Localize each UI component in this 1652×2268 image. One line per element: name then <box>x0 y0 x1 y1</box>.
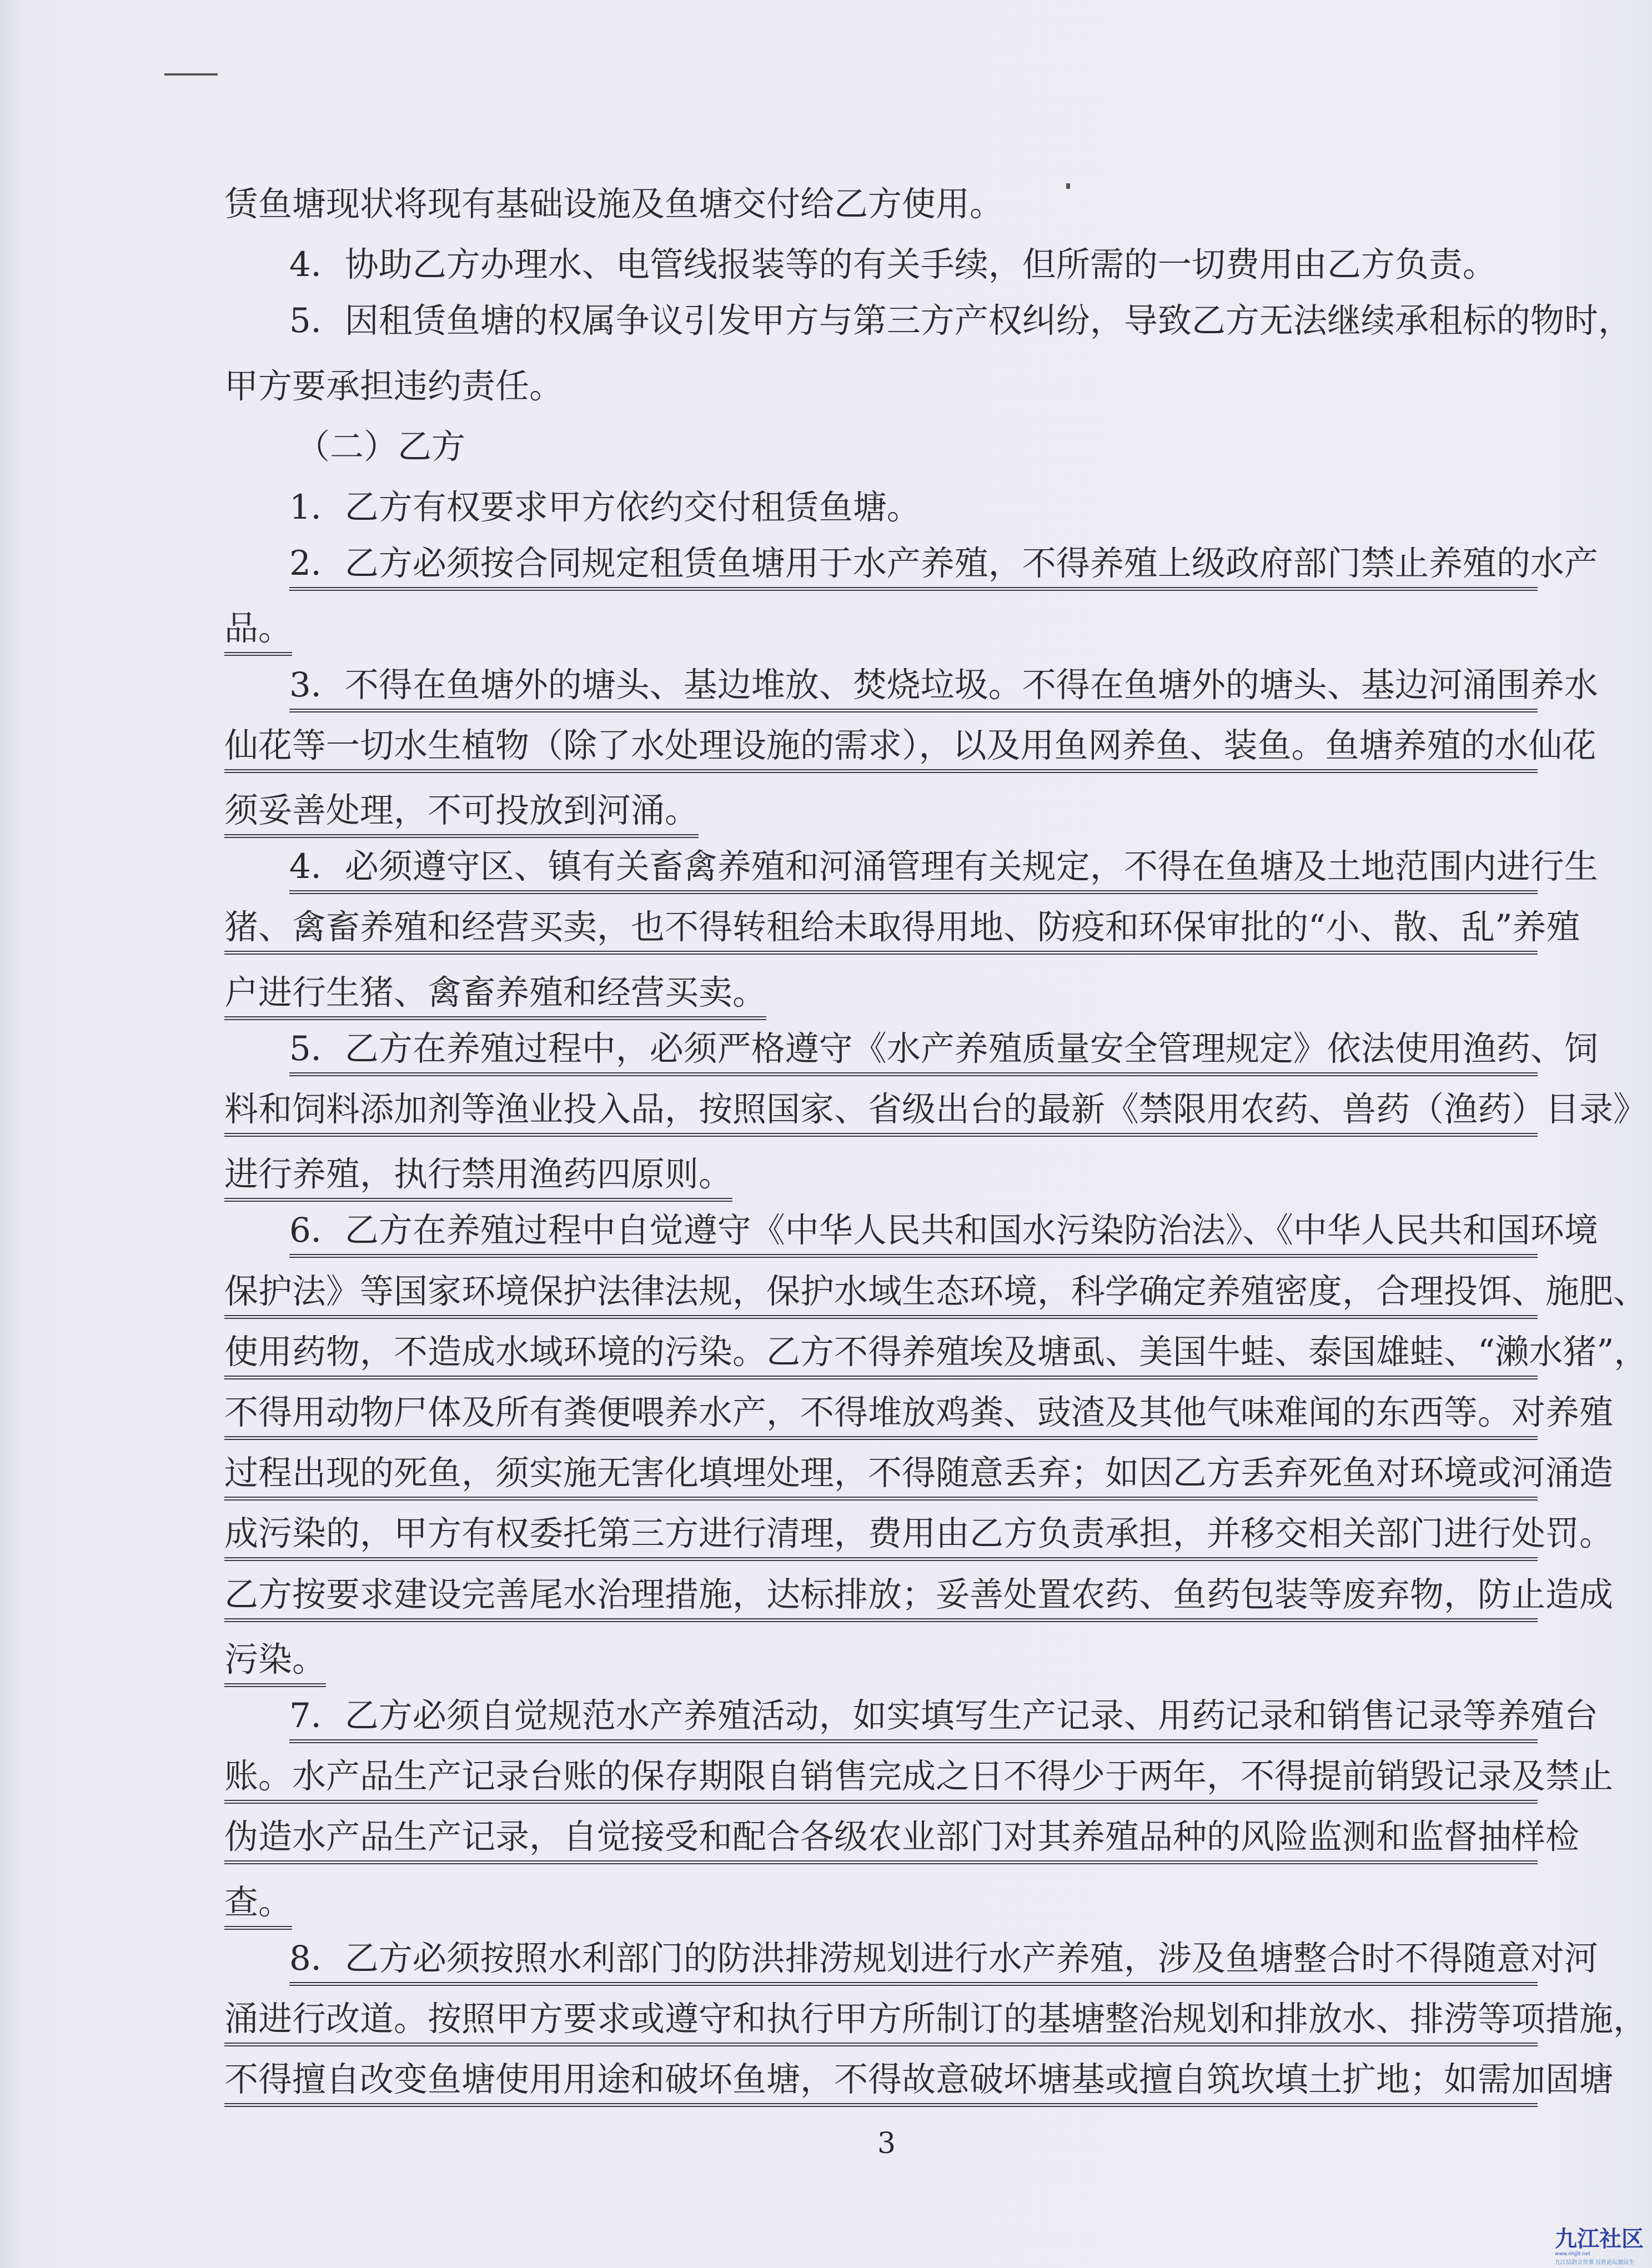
line-text: 猪、禽畜养殖和经营买卖，也不得转租给未取得用地、防疫和环保审批的“小、散、乱”养殖 <box>224 904 1538 955</box>
paragraph-line <box>224 783 699 839</box>
line-text: 过程出现的死鱼，须实施无害化填埋处理，不得随意丢弃；如因乙方丢弃死鱼对环境或河涌造 <box>224 1450 1538 1501</box>
line-text: 料和饲料添加剂等渔业投入品，按照国家、省级出台的最新《禁限用农药、兽药（渔药）目录》 <box>224 1086 1538 1137</box>
paragraph-line <box>224 177 1003 232</box>
line-text: 2．乙方必须按合同规定租赁鱼塘用于水产养殖，不得养殖上级政府部门禁止养殖的水产 <box>289 540 1538 591</box>
line-text: 使用药物，不造成水域环境的污染。乙方不得养殖埃及塘虱、美国牛蛙、泰国雄蛙、“濑水猪”， <box>224 1329 1538 1379</box>
paragraph-line <box>224 722 1596 778</box>
line-text: 7．乙方必须自觉规范水产养殖活动，如实填写生产记录、用药记录和销售记录等养殖台 <box>289 1693 1538 1743</box>
paragraph-line <box>289 1935 1598 1991</box>
paragraph-line <box>289 298 1632 353</box>
line-text: 户进行生猪、禽畜养殖和经营买卖。 <box>224 970 766 1020</box>
line-text: 伪造水产品生产记录，自觉接受和配合各级农业部门对其养殖品种的风险监测和监督抽样检 <box>224 1814 1538 1864</box>
paragraph-line <box>224 1632 326 1688</box>
paragraph-line <box>289 540 1598 596</box>
paragraph-line <box>224 1389 1614 1445</box>
line-text: 5．因租赁鱼塘的权属争议引发甲方与第三方产权纠纷，导致乙方无法继续承租标的物时， <box>289 301 1632 340</box>
paragraph-line <box>289 1693 1598 1748</box>
paragraph-line <box>289 1207 1598 1263</box>
line-text: 3．不得在鱼塘外的塘头、基边堆放、焚烧垃圾。不得在鱼塘外的塘头、基边河涌围养水 <box>289 662 1538 712</box>
paragraph-line <box>224 1572 1614 1627</box>
line-text: 账。水产品生产记录台账的保存期限自销售完成之日不得少于两年，不得提前销毁记录及禁止 <box>224 1753 1538 1804</box>
paragraph-line <box>224 965 766 1021</box>
paragraph-line <box>224 1268 1648 1324</box>
paragraph-line <box>224 1814 1580 1869</box>
paragraph-line <box>289 844 1598 899</box>
paragraph-line <box>224 1147 732 1202</box>
paragraph-line <box>289 1026 1598 1081</box>
line-text: 不得用动物尸体及所有粪便喂养水产，不得堆放鸡粪、豉渣及其他气味难闻的东西等。对养殖 <box>224 1389 1538 1440</box>
line-text: 保护法》等国家环境保护法律法规，保护水域生态环境，科学确定养殖密度，合理投饵、施肥、 <box>224 1268 1538 1319</box>
paragraph-line <box>289 480 921 535</box>
line-text: 进行养殖，执行禁用渔药四原则。 <box>224 1151 732 1202</box>
paragraph-line <box>296 419 465 475</box>
paragraph-line <box>224 2056 1614 2112</box>
line-text: 6．乙方在养殖过程中自觉遵守《中华人民共和国水污染防治法》、《中华人民共和国环境 <box>289 1207 1538 1258</box>
paragraph-line <box>224 1329 1648 1384</box>
line-text: 品。 <box>224 605 292 656</box>
line-text: 须妥善处理，不可投放到河涌。 <box>224 787 699 838</box>
paragraph-line <box>224 1511 1614 1566</box>
line-text: 涌进行改道。按照甲方要求或遵守和执行甲方所制订的基塘整治规划和排放水、排涝等项措施， <box>224 1996 1538 2046</box>
paragraph-line <box>289 662 1598 717</box>
page-number: 3 <box>877 2127 896 2160</box>
line-text: 1．乙方有权要求甲方依约交付租赁鱼塘。 <box>289 488 921 527</box>
line-text: 4．必须遵守区、镇有关畜禽养殖和河涌管理有关规定，不得在鱼塘及土地范围内进行生 <box>289 844 1538 894</box>
paragraph-line <box>224 904 1580 960</box>
line-text: 不得擅自改变鱼塘使用用途和破坏鱼塘，不得故意破坏塘基或擅自筑坎填土扩地；如需加固塘 <box>224 2056 1538 2107</box>
scan-mark <box>164 73 218 76</box>
paragraph-line <box>224 1086 1648 1142</box>
watermark-slogan: 九江信韵言世事 百姓论坛道民生 <box>1555 2260 1635 2266</box>
line-text: 污染。 <box>224 1637 326 1687</box>
line-text: （二）乙方 <box>296 427 466 466</box>
line-text: 甲方要承担违约责任。 <box>224 367 564 406</box>
line-text: 赁鱼塘现状将现有基础设施及鱼塘交付给乙方使用。 <box>224 184 1004 224</box>
paragraph-line <box>224 1450 1614 1506</box>
line-text: 成污染的，甲方有权委托第三方进行清理，费用由乙方负责承担，并移交相关部门进行处罚。 <box>224 1511 1538 1561</box>
line-text: 5．乙方在养殖过程中，必须严格遵守《水产养殖质量安全管理规定》依法使用渔药、饲 <box>289 1026 1538 1076</box>
watermark-url: www.nhjjlt.net <box>1555 2251 1591 2257</box>
paragraph-line <box>224 601 292 656</box>
watermark-title: 九江社区 <box>1555 2226 1644 2252</box>
line-text: 乙方按要求建设完善尾水治理措施，达标排放；妥善处置农药、鱼药包装等废弃物，防止造成 <box>224 1572 1538 1622</box>
paragraph-line <box>224 1996 1648 2051</box>
line-text: 仙花等一切水生植物（除了水处理设施的需求），以及用鱼网养鱼、装鱼。鱼塘养殖的水仙花 <box>224 722 1538 773</box>
paragraph-line <box>289 237 1497 293</box>
line-text: 查。 <box>224 1879 292 1930</box>
scan-dot <box>1066 183 1070 189</box>
line-text: 4．协助乙方办理水、电管线报装等的有关手续，但所需的一切费用由乙方负责。 <box>289 245 1497 284</box>
paragraph-line <box>224 1753 1614 1809</box>
paragraph-line <box>224 1875 292 1930</box>
paragraph-line <box>224 359 563 414</box>
line-text: 8．乙方必须按照水利部门的防洪排涝规划进行水产养殖，涉及鱼塘整合时不得随意对河 <box>289 1935 1538 1986</box>
watermark-logo <box>1555 2227 1649 2266</box>
